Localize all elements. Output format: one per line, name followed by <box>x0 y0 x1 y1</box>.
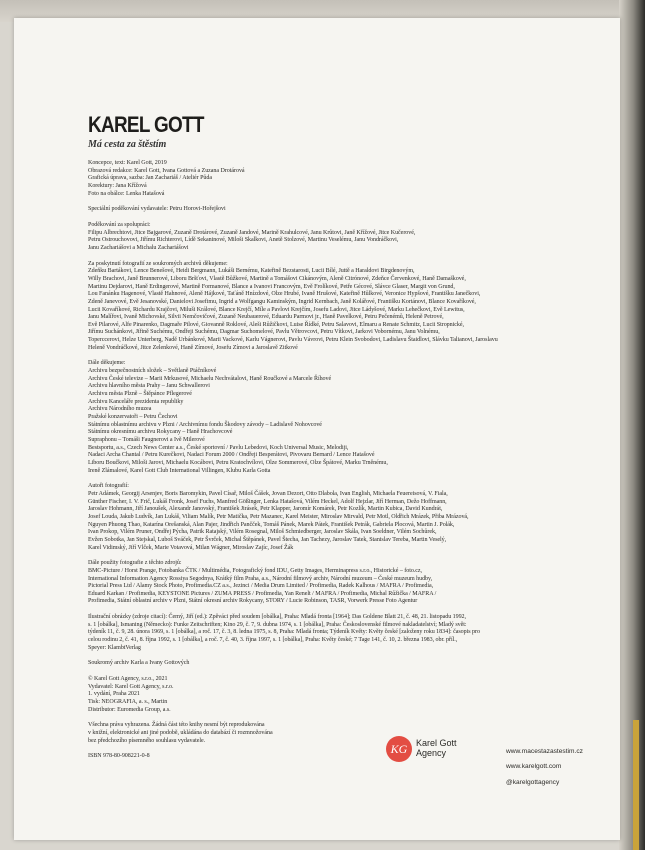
sources-line: Dále použity fotografie z těchto zdrojů: <box>88 560 182 567</box>
credits-block <box>88 160 618 198</box>
isbn-text: ISBN 978-80-908221-0-8 <box>88 753 150 760</box>
credits-line: Obrazová redakce: Karel Gott, Ivana Gottová a Zuzana Drotárová <box>88 167 245 174</box>
thanks-institutions-line: Pražské konzervatoři – Petru Čechovi <box>88 414 178 421</box>
thanks-collaborators-line: Janu Zachariášovi a Michalu Zachariášovi <box>88 244 189 251</box>
special-thanks <box>88 206 618 214</box>
thanks-archives-line: Jiřímu Suchánkovi, Jiřině Suchému, Ondřeji Suchému, Dagmar Suchomelové, Pavlu Větrovcovi, Petru Vítkovi, Jarkovi Vobornému, Janu Volnému, <box>88 329 440 336</box>
thanks-archives-line: Za poskytnutí fotografií ze soukromých archivů děkujeme: <box>88 260 228 267</box>
thanks-institutions-line: Bestsportu, a.s., Czech News Center a.s., České sportovní / Pavlu Lebedovi, Koch Universal Music, Melodiji, <box>88 444 349 451</box>
rights-line: Všechna práva vyhrazena. Žádná část této knihy nesmí být reprodukována <box>88 722 265 729</box>
sources-line: BMC-Picture / Horst Prange, Fotobanka ČTK / Multimédia, Fotografický fond IDU, Getty Images, Herminapress s.r.o., Historické – foto.cz, <box>88 567 422 574</box>
illustrations-line: týdeník 11, č. 9, 28. února 1969, s. 1 [obálka], a roč. 17, č. 3, 8. ledna 1975, s. 8, Praha: Mladá fronta; Týdeník Květy: Květy české [založeny roku 1834]: časopis pro <box>88 629 480 636</box>
publisher-block <box>88 676 618 714</box>
thanks-institutions-line: Archivu hlavního města Prahy – Janu Schwallerovi <box>88 383 210 390</box>
thanks-archives-line: Willy Brachovi, Janě Brunnerové, Liboru Bršťovi, Vlastě Bůžkové, Martině a Tomášovi Cikánovým, Aleně Citrónové, Zdeňce Červenkové, Haně Damaškové, <box>88 275 466 282</box>
photographers-line: Evžen Sobotka, Jan Stejskal, Luboš Sváček, Petr Švrček, Michal Štěpánek, Pavel Štecha, Jan Tachezy, Jaroslav Tatek, Stanislav Tereba, Martin Veselý, <box>88 536 447 543</box>
book-page <box>14 18 620 840</box>
thanks-archives-line: Lou Fanánku Hagenové, Vlastě Hahnové, Aleně Hájkové, Taťáně Hnízdové, Olze Hrubé, Ivaně Hrušové, Kateřině Hůlkové, Veronice Hypšové, Františku Janečkovi, <box>88 291 481 298</box>
illustrations-line: Ilustrační obrázky (zdroje citací): Černý, Jiří (ed.): Zpěváci před soudem [obálka], Praha: Mladá fronta [1964]; Das Goldene Blatt 21, č. 48, 21. listopadu 1992, <box>88 614 466 621</box>
thanks-institutions-line: Archivu České televize – Marii Mrkusové, Michaelu Nechvátalovi, Haně Roučkové a Marcele Říhové <box>88 375 332 382</box>
private-archive-text: Soukromý archiv Karla a Ivany Gottových <box>88 660 190 667</box>
thanks-institutions-line: Dále děkujeme: <box>88 360 126 367</box>
publisher-line: Distributor: Euromedia Group, a.s. <box>88 706 171 713</box>
logo-line-1: Karel Gott <box>416 738 457 748</box>
kg-logo-mark: KG <box>386 736 412 762</box>
book-title: KAREL GOTT <box>88 112 204 137</box>
sources-line: Eduard Karkan / Profimedia, KEYSTONE Pictures / ZUMA PRESS / Profimedia, Yan Renelt / MAFRA / Profimedia, Michal Růžička / MAFRA / <box>88 590 437 597</box>
publisher-line: © Karel Gott Agency, s.r.o., 2021 <box>88 676 168 683</box>
logo-line-2: Agency <box>416 747 447 758</box>
credits-line: Grafická úprava, sazba: Jan Zachariáš / Ateliér Půda <box>88 175 212 182</box>
credits-line: Foto na obálce: Lenka Hatašová <box>88 190 165 197</box>
thanks-collaborators-line: Poděkování za spolupráci: <box>88 221 151 228</box>
illustrations-line: Speyer: KlambtVerlag <box>88 644 141 651</box>
private-archive <box>88 660 618 668</box>
agency-logo <box>386 736 496 764</box>
collaborators-block <box>88 222 618 253</box>
rights-line: bez předchozího písemného souhlasu vydavatele. <box>88 737 206 744</box>
photographers-block <box>88 483 618 552</box>
contacts-line: @karelgottagency <box>506 778 560 786</box>
book-subtitle: Má cesta za štěstím <box>88 139 167 150</box>
sources-block <box>88 560 618 606</box>
thanks-collaborators-line: Petru Ostrouchovovi, Jiřímu Richterovi, Lídě Sekaninové, Miloši Skalkovi, Anetě Stolzové, Martinu Veselému, Janu Vondráčkovi, <box>88 237 399 244</box>
contacts-line: www.karelgott.com <box>506 763 562 771</box>
contacts-line: www.macestazastestim.cz <box>506 747 583 755</box>
photographers-line: Jaroslav Hohmann, Jiří Janoušek, Alexandr Janovský, František Jirásek, Petr Klapper, Jaromír Komárek, Petr Kozlík, Martin Kubica, David Kundrát, <box>88 506 443 513</box>
rights-line: v knižní, elektronické ani jiné podobě, ukládána do databází či rozmnožována <box>88 730 273 736</box>
thanks-archives-line: Heleně Vondráčkové, Jitce Zelenkové, Haně Zímové, Josefu Zímovi a Jaroslavě Zitkové <box>88 344 298 351</box>
publisher-line: 1. vydání, Praha 2021 <box>88 691 140 698</box>
thanks-archives-line: Zdeně Janevové, Evě Jesanovské, Danielovi Josefimu, Ingrid a Wolfgangu Kaminským, Ingrid Kernbach, Janě Kolářové, Františku Kortánovi, Blance Kovaříkové, <box>88 298 476 305</box>
thanks-institutions-line: Archivu města Plzně – Štěpánce Pflegerové <box>88 391 192 398</box>
sources-line: International Information Agency Rossiya Segodnya, Krátký film Praha, a.s., Národní filmový archiv, Národní muzeum – České muzeum hudby, <box>88 575 433 582</box>
thanks-institutions-line: Státnímu oblastnímu archivu v Plzni / Archivnímu fondu Škodovy závody – Ladislavě Nohovcové <box>88 421 322 428</box>
thanks-archives-line: Zdeňku Bartákovi, Lence Benešové, Heidi Bergmann, Lukáši Bernému, Kateřině Bezstarosti, Lucii Bílé, Juttě a Haraldovi Birgdenovým, <box>88 268 415 275</box>
credits-line: Korektury: Jana Křížová <box>88 182 147 189</box>
thanks-archives-line: Martinu Dejdarovi, Haně Erdingerové, Martině Formanové, Blance a Ivanovi Francovým, Evě Frolíkové, Petře Gécové, Slávce Glaser, Margit von Grund, <box>88 283 455 290</box>
illustrations-block <box>88 614 618 652</box>
thanks-institutions-line: Archivu Národního muzea <box>88 406 152 413</box>
special-thanks-text: Speciální poděkování vydavatele: Petru Horovi-Hořejšovi <box>88 206 226 213</box>
institutions-block <box>88 360 618 475</box>
thanks-collaborators-line: Filipu Albrechtovi, Jitce Bajgarové, Zuzaně Drotárové, Zuzaně Jandové, Marině Krahulcové, Janu Krůtovi, Janě Křížové, Jitce Kučerové, <box>88 229 416 236</box>
thanks-archives-line: Evě Pilarové, Alfe Pinarenko, Dagmaře Pilové, Giovanně Roklové, Aleši Růžičkovi, Luise Řídké, Petru Salavovi, Elmaru a Renate Schmitz, Lucii Stropnické, <box>88 321 464 328</box>
imprint-content <box>88 114 618 761</box>
thanks-institutions-line: Státnímu okresnímu archivu Rokycany – Haně Hrachovcové <box>88 429 233 436</box>
credits-line: Koncepce, text: Karel Gott, 2019 <box>88 160 167 166</box>
logo-text <box>416 739 457 758</box>
thanks-archives-line: Janu Malířovi, Ivaně Michovské, Silvii Nemčovičové, Zuzaně Neubauerové, Eduardu Parmovi jr., Haně Pavelkové, Petru Pečenémů, Heleně Petrové, <box>88 314 444 321</box>
photographers-line: Karel Vidimský, Jiří Vlček, Marie Votavová, Milan Wágner, Miroslav Zajíc, Josef Žák <box>88 544 294 551</box>
illustrations-line: s. 1 [obálka], Ismaning (Německo): Funke Zeitschriften; Kino 29, č. 7, 9. dubna 1974, s. 1 [obálka], Praha: Československé filmové nakladatelství; Mladý svět: <box>88 621 467 628</box>
contact-list <box>506 740 583 793</box>
book-spine-shadow <box>619 0 645 850</box>
thanks-institutions-line: Supraphonu – Tomáši Faugnerovi a Ivě Milerové <box>88 437 205 443</box>
photographers-line: Petr Adámek, Georgij Arsenjev, Boris Baromykin, Pavel Císař, Miloš Čášek, Jovan Dezort, Otto Dlabola, Ivan English, Michaela Feuereisová, V. Fiala, <box>88 490 448 497</box>
photographers-line: Ivan Prokop, Vilém Pruner, Ondřej Pýcha, Patrik Ratajský, Vilém Rosegnal, Miloš Schmiedberger, Jaroslav Skála, Ivan Soeldner, Vilém Sochůrek, <box>88 529 437 536</box>
photographers-line: Josef Louda, Jakub Ludvík, Jan Lukáš, Viliam Malík, Petr Matička, Petr Mazanec, Karel Meister, Miroslav Mirvald, Petr Motl, Oldřich Mrázek, Přiba Mrázová, <box>88 513 469 520</box>
illustrations-line: celou rodinu 2, č. 41, 8. října 1992, s. 1 [obálka], a roč. 7, č. 40, 3. října 1997, s. 1 [obálka], Praha: Květy české; 7 Tage 141, č. 10, 2. března 1983, obr. příl., <box>88 637 458 644</box>
publisher-line: Vydavatel: Karel Gott Agency, s.r.o. <box>88 683 174 690</box>
photographers-line: Nguyen Phuong Thao, Katarína Orešanská, Alan Pajer, Jindřich Pančček, Tomáš Pánek, Marek Pátek, František Petrák, Gabriela Plocová, Martin J. Polák, <box>88 521 455 528</box>
thanks-institutions-line: Ireně Zlámalové, Karel Gott Club International Villingen, Klubu Karla Gotta <box>88 467 271 474</box>
thanks-archives-line: Lucii Kovaříkové, Richardu Krajčovi, Miluši Králové, Blance Krejčí, Míle a Pavlovi Krejčím, Josefu Ladovi, Jitce Ládyšové, Marku Lehečkovi, Evě Lewitus, <box>88 306 465 313</box>
sources-line: Profimedia, Státní oblastní archiv v Plzni, Státní okresní archiv Rokycany, STORY / Lucie Robinson, TASR, Vorwerk Presse Foto Agentur <box>88 598 418 605</box>
thanks-institutions-line: Nadaci Archa Chantal / Petru Kurečkovi, Nadaci Forum 2000 / Ondřeji Besperátovi, Pivovaru Bernard / Lence Hatašové <box>88 452 375 459</box>
thanks-institutions-line: Liboru Boučkovi, Miloši Jarovi, Michaelu Kocábovi, Petru Kratochvílovi, Olze Sommerové, Olze Špátové, Marku Trněnému, <box>88 459 388 466</box>
sources-line: Pictorial Press Ltd / Alamy Stock Photo, Profimedia.CZ a.s., Jezinci / Media Drum Limited / Profimedia, Radek Kalhous / MAFRA / Profimedia, <box>88 583 434 590</box>
archives-block <box>88 261 618 353</box>
photographers-line: Autoři fotografií: <box>88 483 129 490</box>
publisher-line: Tisk: NEOGRAFIA, a. s., Martin <box>88 699 168 706</box>
thanks-institutions-line: Archivu bezpečnostních složek – Světlaně Ptáčníkové <box>88 368 217 375</box>
thanks-institutions-line: Archivu Kanceláře prezidenta republiky <box>88 398 184 405</box>
photographers-line: Günther Fischer, I. V. Frič, Lukáš Fronk, Josef Fuchs, Manfred Gößinger, Lenka Hatašová, Vilém Heckel, Adolf Hejzlar, Jiří Herman, Dežo Hoffmann, <box>88 498 447 505</box>
thanks-archives-line: Toperccerovi, Helze Unterberg, Nadě Urbánkové, Marii Vackové, Karlu Vágnerovi, Pavlu Vávrovi, Petru Klein Svobodovi, Ladislavu Štaidlovi, Slávku Talianovi, Jaroslavu <box>88 337 498 344</box>
book-edge-stripe <box>633 720 639 850</box>
